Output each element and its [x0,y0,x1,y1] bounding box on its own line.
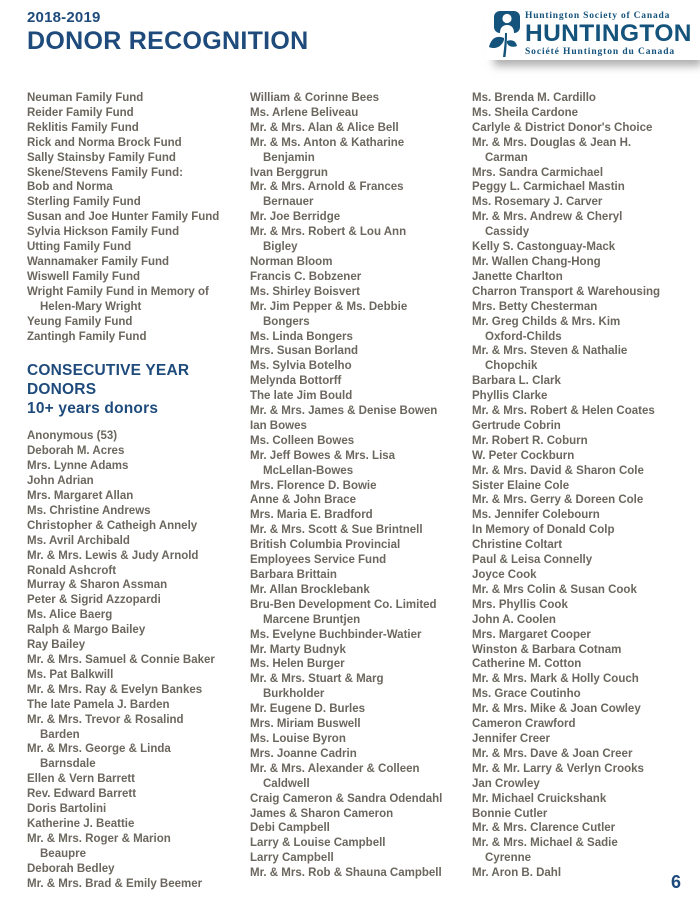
donor-line: Zantingh Family Fund [27,330,147,343]
donor-line: Mr. & Ms. Anton & Katharine [250,136,405,149]
donor-line: Catherine M. Cotton [472,658,582,671]
logo-wordmark: HUNTINGTON [525,20,692,48]
donor-line: Debi Campbell [250,822,330,835]
donor-line: Winston & Barbara Cotnam [472,643,622,656]
donor-line: Mr. & Mrs. Mark & Holly Couch [472,673,639,686]
page-number: 6 [670,872,681,892]
donor-line: Mr. & Mrs. David & Sharon Cole [472,464,644,477]
donor-line: Mr. & Mrs. Scott & Sue Brintnell [250,524,423,537]
donor-line: Mr. & Mrs. Samuel & Connie Baker [27,654,215,666]
donor-line: Ralph & Margo Bailey [27,624,146,637]
donor-line: Marcene Bruntjen [263,613,361,626]
donor-line: Ms. Sheila Cardone [472,106,579,119]
donor-line: Mrs. Margaret Allan [27,490,134,503]
donor-line: The late Pamela J. Barden [27,698,170,711]
donor-line: Mr. & Mrs. Mike & Joan Cowley [472,703,641,716]
donor-line: John A. Coolen [472,613,556,626]
donor-line: Reklitis Family Fund [27,121,139,134]
donor-line: Barnsdale [40,758,96,771]
donor-line: Mr. Wallen Chang-Hong [472,255,601,268]
logo-bottom-line: Société Huntington du Canada [525,46,676,57]
donor-line: Mrs. Florence D. Bowie [250,479,377,492]
donor-line: Reider Family Fund [27,106,134,119]
donor-line: Ms. Arlene Beliveau [250,106,359,119]
donor-line: Melynda Bottorff [250,375,342,388]
donor-line: Neuman Family Fund [27,92,144,104]
donor-line: Anonymous (53) [27,430,118,443]
donor-line: Ms. Pat Balkwill [27,668,114,681]
donor-line: Mr. & Mrs. Trevor & Rosalind [27,713,184,726]
donor-line: Mr. Marty Budnyk [250,643,346,656]
donor-line: Ian Bowes [250,419,307,432]
donor-line: Sterling Family Fund [27,196,141,209]
donor-line: Mr. & Mrs. Dave & Joan Creer [472,747,633,760]
donor-line: Ms. Jennifer Colebourn [472,509,600,522]
donor-line: Bru-Ben Development Co. Limited [250,598,437,611]
donor-line: Mr. & Mrs. James & Denise Bowen [250,405,438,418]
heading-line-2: DONORS [27,381,97,399]
donor-line: Kelly S. Castonguay-Mack [472,241,616,254]
donor-line: Mrs. Miriam Buswell [250,718,361,731]
donor-line: Jennifer Creer [472,732,550,745]
donor-line: Carlyle & District Donor's Choice [472,121,653,134]
donor-line: John Adrian [27,475,94,488]
donor-line: Mr. & Mrs. Ray & Evelyn Bankes [27,683,203,696]
donor-line: Ms. Colleen Bowes [250,434,355,447]
donor-line: Mrs. Lynne Adams [27,460,129,473]
heading-line-1: CONSECUTIVE YEAR [27,362,190,380]
donor-line: Barden [40,728,80,741]
donor-line: Peggy L. Carmichael Mastin [472,181,625,194]
donor-line: The late Jim Bould [250,390,353,403]
donor-line: Mr. Robert R. Coburn [472,434,588,447]
donor-line: Phyllis Clarke [472,390,548,403]
donor-line: Jan Crowley [472,777,540,790]
donor-line: Bongers [263,315,310,328]
donor-line: Cyrenne [485,852,532,865]
donor-line: Wiswell Family Fund [27,270,140,283]
donor-column-1 [27,91,247,892]
page-title: DONOR RECOGNITION [27,27,309,55]
donor-line: Katherine J. Beattie [27,817,135,830]
donor-line: Mrs. Betty Chesterman [472,300,598,313]
donor-line: Mrs. Joanne Cadrin [250,747,357,760]
donor-line: Mr. Greg Childs & Mrs. Kim [472,315,621,328]
donor-line: Mr. Eugene D. Burles [250,703,366,716]
donor-line: Skene/Stevens Family Fund: [27,166,183,179]
donor-line: Mr. & Mrs. Roger & Marion [27,832,171,845]
donor-line: Ray Bailey [27,639,86,652]
donor-line: Ms. Shirley Boisvert [250,285,360,298]
donor-line: Mr. & Mrs. Steven & Nathalie [472,345,628,358]
donor-line: Utting Family Fund [27,241,132,254]
donor-line: Yeung Family Fund [27,315,133,328]
donor-line: Barbara Brittain [250,569,337,581]
donor-line: Peter & Sigrid Azzopardi [27,594,161,607]
donor-line: Ronald Ashcroft [27,564,117,577]
donor-line: Mr. & Mrs. Alan & Alice Bell [250,121,399,134]
donor-line: Janette Charlton [472,270,563,283]
donor-line: Joyce Cook [472,569,537,581]
donor-line: Beaupre [40,847,87,860]
donor-line: Burkholder [263,688,325,701]
donor-line: Mrs. Maria E. Bradford [250,509,373,522]
donor-line: Barbara L. Clark [472,375,561,388]
donor-line: Mr. & Mrs Colin & Susan Cook [472,583,637,596]
donor-line: Carman [485,151,528,164]
donor-line: Helen-Mary Wright [40,300,142,313]
donor-line: Mrs. Susan Borland [250,345,358,358]
donor-line: Mr. Aron B. Dahl [472,867,562,880]
donor-line: Mr. & Mrs. Stuart & Marg [250,673,384,686]
donor-line: Mr. & Mrs. Douglas & Jean H. [472,136,632,149]
donor-line: Oxford-Childs [485,330,562,343]
donor-line: Mr. & Mrs. Rob & Shauna Campbell [250,867,442,880]
donor-line: Bernauer [263,196,314,209]
donor-line: Mr. & Mrs. Andrew & Cheryl [472,211,623,224]
donor-line: Bonnie Cutler [472,807,548,820]
donor-line: In Memory of Donald Colp [472,524,615,537]
donor-line: Ms. Christine Andrews [27,504,151,517]
donor-line: Anne & John Brace [250,494,357,507]
donor-line: Cassidy [485,226,530,239]
donor-line: Deborah M. Acres [27,445,125,458]
donor-line: Craig Cameron & Sandra Odendahl [250,792,443,805]
donor-line: Employees Service Fund [250,554,387,567]
logo-top-line: Huntington Society of Canada [525,10,671,21]
donor-line: Bigley [263,241,298,254]
donor-line: Mr. & Mrs. Robert & Helen Coates [472,405,655,418]
donor-line: W. Peter Cockburn [472,449,575,462]
donor-line: Wright Family Fund in Memory of [27,285,209,298]
donor-line: Ms. Rosemary J. Carver [472,196,603,209]
donor-line: Rev. Edward Barrett [27,788,137,801]
donor-line: Ms. Linda Bongers [250,330,353,343]
donor-line: Charron Transport & Warehousing [472,285,661,298]
donor-line: Ms. Helen Burger [250,658,345,671]
donor-line: Christopher & Catheigh Annely [27,519,198,532]
donor-line: Mr. Jim Pepper & Ms. Debbie [250,300,408,313]
donor-line: Mr. & Mrs. Clarence Cutler [472,822,616,835]
donor-line: Mr. & Mrs. Brad & Emily Beemer [27,877,203,890]
donor-line: Gertrude Cobrin [472,419,561,432]
donor-line: Mr. & Mrs. Robert & Lou Ann [250,226,407,239]
donor-column-2 [250,91,470,881]
year-label: 2018-2019 [27,9,101,26]
donor-line: Mr. & Mrs. Lewis & Judy Arnold [27,549,199,562]
family-funds-list [27,91,247,344]
donor-line: Caldwell [263,777,310,790]
donor-line: Ms. Sylvia Botelho [250,360,352,373]
heading-subtitle: 10+ years donors [27,400,159,418]
huntington-flower-person-icon [488,11,522,58]
donor-line: Ms. Avril Archibald [27,534,130,547]
donor-line: Rick and Norma Brock Fund [27,136,182,149]
donor-line: Ms. Alice Baerg [27,609,113,622]
donor-line: Norman Bloom [250,255,333,268]
donor-line: McLellan-Bowes [263,464,354,477]
donor-line: Murray & Sharon Assman [27,579,168,592]
donor-line: Deborah Bedley [27,862,115,875]
donor-line: Doris Bartolini [27,803,107,816]
donor-column-3 [472,91,698,881]
donor-line: Ellen & Vern Barrett [27,773,136,786]
donor-line: Paul & Leisa Connelly [472,554,593,567]
donor-line: Ms. Louise Byron [250,732,346,745]
donor-line: Susan and Joe Hunter Family Fund [27,211,220,224]
huntington-logo [486,9,700,60]
donor-line: Mr. Michael Cruickshank [472,792,607,805]
donor-line: James & Sharon Cameron [250,807,394,820]
consecutive-year-donors-heading [27,361,247,418]
donor-line: Mrs. Margaret Cooper [472,628,591,641]
donor-line: Mrs. Sandra Carmichael [472,166,604,179]
donor-line: Larry & Louise Campbell [250,837,386,850]
donor-line: Mr. & Mr. Larry & Verlyn Crooks [472,762,644,775]
donor-line: Benjamin [263,151,315,164]
logo-text [525,12,698,58]
donor-line: Christine Coltart [472,539,563,552]
donor-line: Sister Elaine Cole [472,479,570,492]
donor-line: Mr. & Mrs. George & Linda [27,743,171,756]
donor-line: Ms. Evelyne Buchbinder-Watier [250,628,422,641]
donor-line: Cameron Crawford [472,718,576,731]
donor-line: British Columbia Provincial [250,539,401,552]
donor-line: Sylvia Hickson Family Fund [27,226,180,239]
donor-line: Sally Stainsby Family Fund [27,151,176,164]
donor-line: Mr. & Mrs. Arnold & Frances [250,181,404,194]
ten-plus-years-donors-list [27,429,247,891]
donor-line: Larry Campbell [250,852,334,865]
donor-line: Ivan Berggrun [250,166,328,179]
donor-line: Chopchik [485,360,538,373]
donor-line: Mrs. Phyllis Cook [472,598,568,611]
donor-line: William & Corinne Bees [250,92,379,104]
donor-line: Bob and Norma [27,181,113,194]
donor-line: Mr. Allan Brocklebank [250,583,370,596]
donor-line: Mr. & Mrs. Alexander & Colleen [250,762,420,775]
donor-line: Mr. & Mrs. Gerry & Doreen Cole [472,494,644,507]
page-title-block [27,9,309,55]
donor-line: Mr. Joe Berridge [250,211,341,224]
donor-line: Mr. & Mrs. Michael & Sadie [472,837,618,850]
donor-line: Mr. Jeff Bowes & Mrs. Lisa [250,449,396,462]
donor-line: Ms. Brenda M. Cardillo [472,92,596,104]
donor-line: Francis C. Bobzener [250,270,362,283]
donor-line: Ms. Grace Coutinho [472,688,581,701]
donor-line: Wannamaker Family Fund [27,255,170,268]
